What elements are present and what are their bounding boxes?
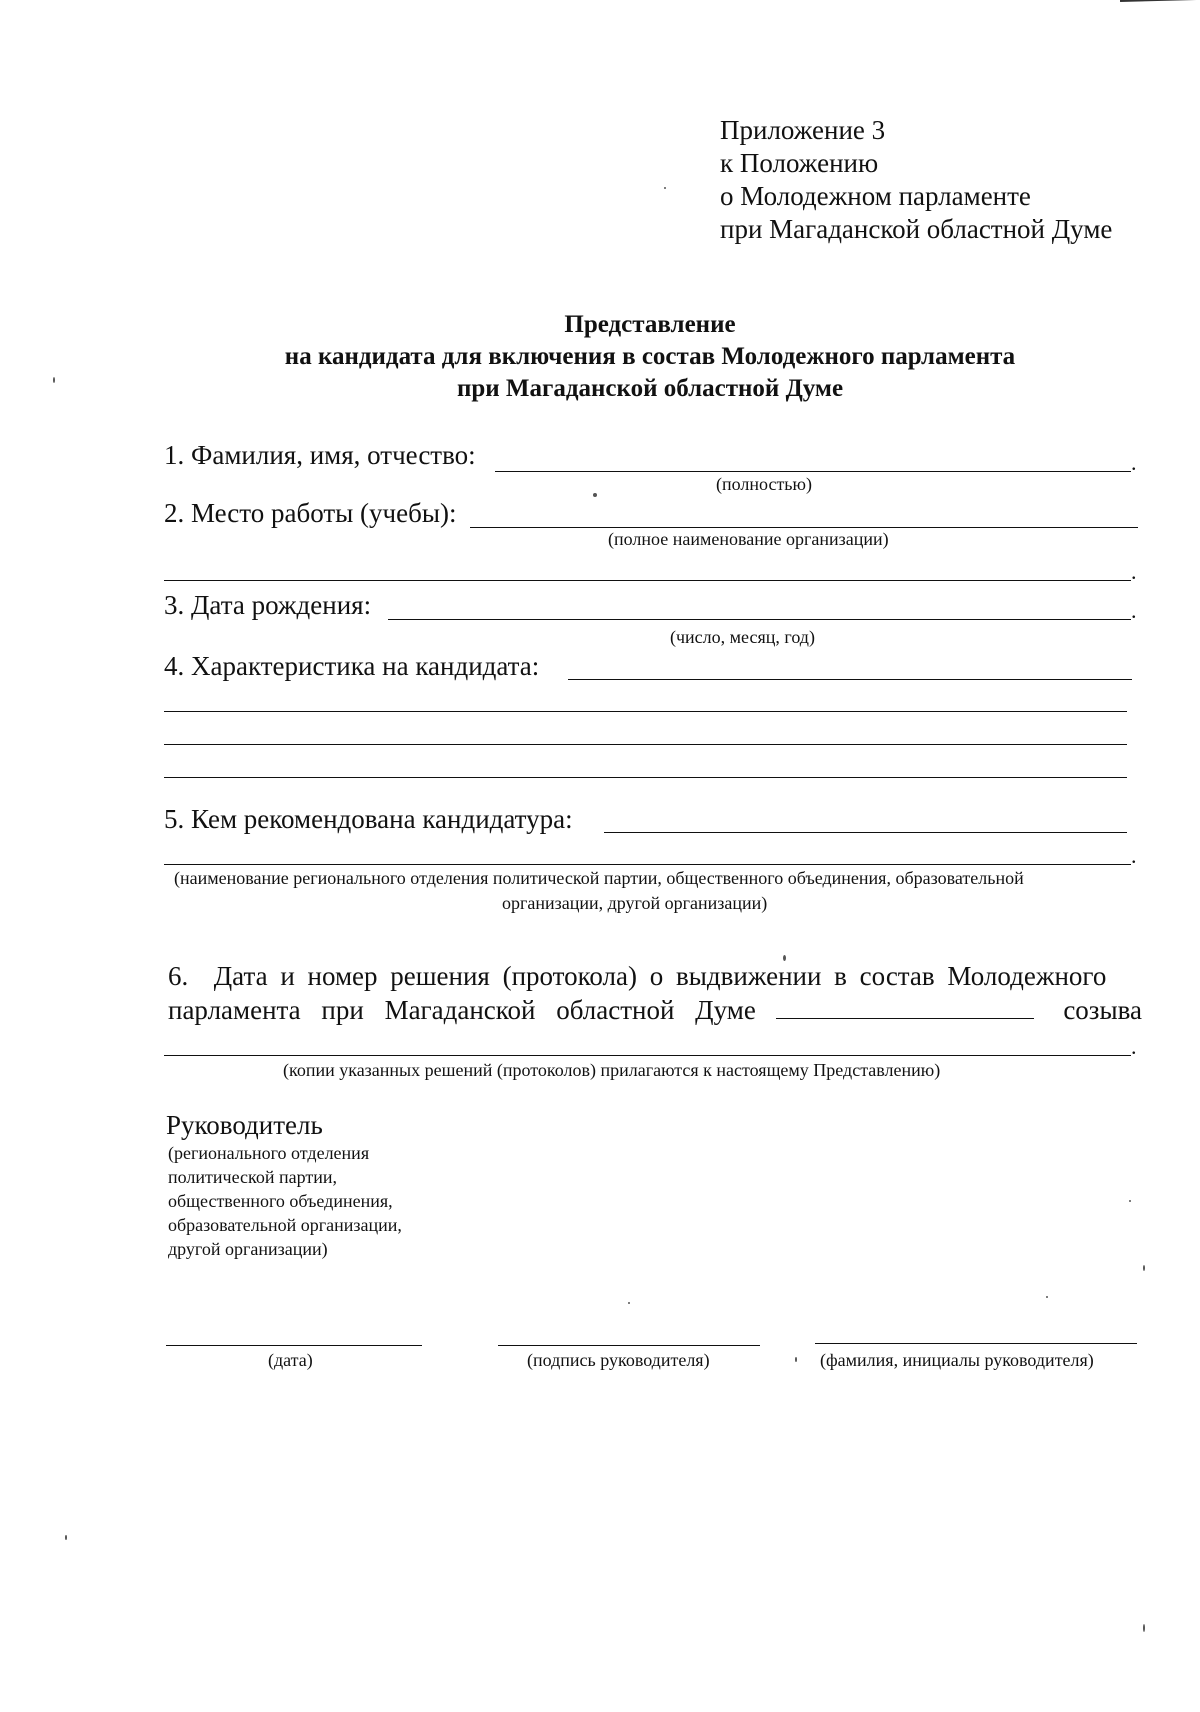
field-decision-hint: (копии указанных решений (протоколов) прилагаются к настоящему Представлению)	[283, 1060, 941, 1080]
appendix-line: о Молодежном парламенте	[720, 181, 1031, 211]
signature-name-line[interactable]	[815, 1343, 1137, 1344]
period-mark: .	[1131, 843, 1137, 868]
signature-subtitle	[168, 1141, 402, 1261]
scan-speck	[1129, 1200, 1131, 1202]
title-line: при Магаданской областной Думе	[456, 375, 844, 402]
field-recommended-by-line[interactable]	[604, 832, 1127, 833]
appendix-line: к Положению	[720, 148, 879, 178]
period-mark: .	[1131, 450, 1137, 475]
signature-name-hint: (фамилия, инициалы руководителя)	[820, 1350, 1094, 1370]
signature-date-line[interactable]	[166, 1345, 422, 1346]
field-decision-text-2: парламента при Магаданской областной Думе	[168, 995, 756, 1025]
field-birthdate-label: 3. Дата рождения:	[164, 590, 372, 620]
field-birthdate-line[interactable]	[388, 619, 1131, 620]
field-decision-paragraph	[168, 959, 1142, 1027]
document-title	[0, 309, 1200, 405]
field-characteristic-label: 4. Характеристика на кандидата:	[164, 651, 540, 681]
field-workplace-label: 2. Место работы (учебы):	[164, 498, 457, 528]
scan-speck	[1143, 1265, 1145, 1271]
field-decision-line-blank[interactable]	[164, 1055, 1131, 1056]
field-characteristic-line-2[interactable]	[164, 711, 1127, 712]
title-line: Представление	[564, 311, 736, 338]
field-decision-text: 6. Дата и номер решения (протокола) о выдвижении в состав Молодежного	[168, 961, 1107, 991]
signature-subtitle-line: общественного объединения,	[168, 1191, 393, 1211]
signature-subtitle-line: другой организации)	[168, 1239, 328, 1259]
scan-speck	[65, 1535, 67, 1540]
field-recommended-by-hint: (наименование регионального отделения политической партии, общественного объединения, образовательной	[174, 868, 1024, 888]
field-characteristic-line[interactable]	[568, 679, 1132, 680]
field-convocation-line[interactable]	[776, 1018, 1034, 1019]
scan-speck	[783, 955, 786, 961]
signature-subtitle-line: образовательной организации,	[168, 1215, 402, 1235]
field-full-name-label: 1. Фамилия, имя, отчество:	[164, 440, 476, 470]
field-full-name-line[interactable]	[495, 471, 1131, 472]
period-mark: .	[1131, 1034, 1137, 1059]
field-workplace-hint: (полное наименование организации)	[608, 529, 889, 549]
signature-date-hint: (дата)	[268, 1350, 313, 1370]
field-characteristic-line-4[interactable]	[164, 777, 1127, 778]
appendix-line: Приложение 3	[720, 115, 886, 145]
scan-edge	[1120, 0, 1200, 8]
scan-speck	[1046, 1296, 1048, 1298]
signature-sign-line[interactable]	[498, 1345, 760, 1346]
field-full-name-hint: (полностью)	[716, 474, 812, 494]
scan-speck	[1143, 1624, 1145, 1632]
scan-speck	[53, 377, 55, 383]
appendix-line: при Магаданской областной Думе	[720, 214, 1113, 244]
scan-speck	[628, 1302, 630, 1304]
field-recommended-by-hint-2: организации, другой организации)	[502, 893, 768, 913]
scan-speck	[795, 1357, 797, 1362]
field-recommended-by-label: 5. Кем рекомендована кандидатура:	[164, 804, 573, 834]
signature-subtitle-line: политической партии,	[168, 1167, 337, 1187]
field-workplace-line[interactable]	[470, 527, 1138, 528]
scan-speck	[664, 187, 666, 189]
appendix-block	[720, 114, 1112, 246]
period-mark: .	[1131, 598, 1137, 623]
scan-speck	[593, 493, 597, 497]
field-birthdate-hint: (число, месяц, год)	[670, 627, 815, 647]
field-decision-line-2	[168, 993, 1142, 1027]
signature-sign-hint: (подпись руководителя)	[527, 1350, 710, 1370]
field-workplace-line-2[interactable]	[164, 580, 1131, 581]
field-decision-line-1	[168, 959, 1142, 993]
title-line: на кандидата для включения в состав Молодежного парламента	[284, 343, 1016, 370]
field-convocation-label: созыва	[1063, 995, 1142, 1025]
signature-subtitle-line: (регионального отделения	[168, 1143, 370, 1163]
field-characteristic-line-3[interactable]	[164, 744, 1127, 745]
signature-heading: Руководитель	[166, 1110, 323, 1140]
field-recommended-by-line-2[interactable]	[164, 864, 1131, 865]
period-mark: .	[1131, 559, 1137, 584]
